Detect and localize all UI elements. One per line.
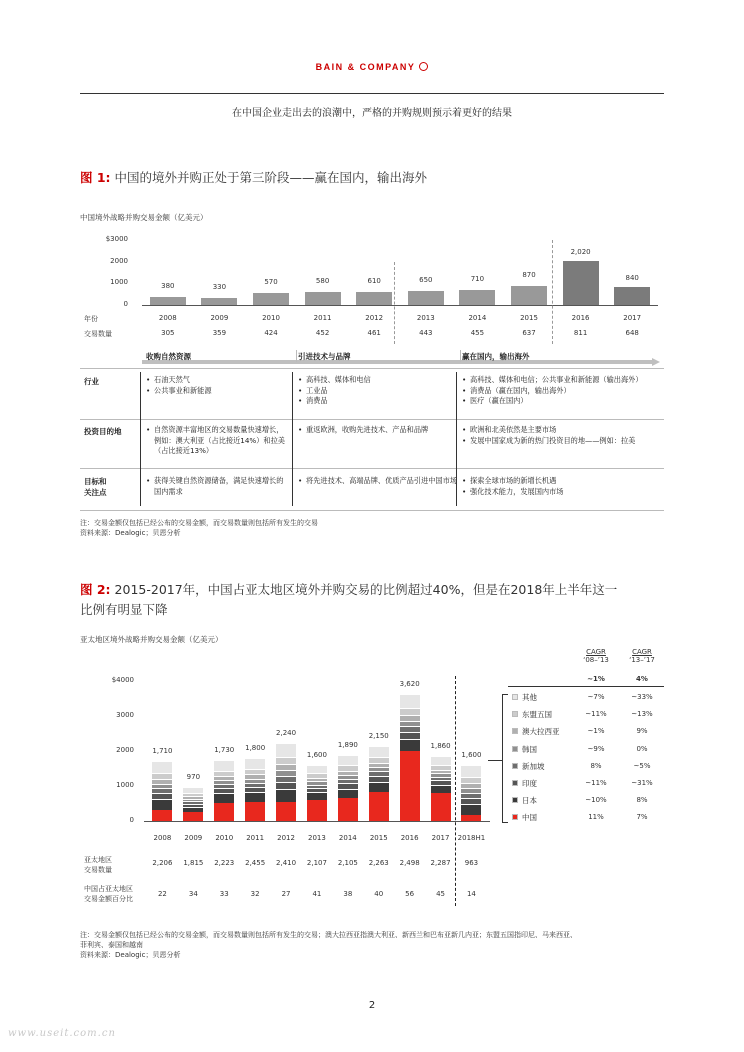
list-item: • 高科技、媒体和电信；公共事业和新能源（输出海外）	[462, 375, 662, 386]
bar-segment	[307, 781, 327, 784]
bar-segment	[461, 765, 481, 777]
deal-count: 2,263	[368, 859, 389, 867]
bar-segment	[214, 784, 234, 788]
bar-segment	[307, 778, 327, 782]
cagr-total-1: ~1%	[587, 675, 605, 683]
bar-segment	[214, 771, 234, 777]
list-item: • 自然资源丰富地区的交易数量快速增长，例如：澳大利亚（占比接近14%）和拉美（占比接近13%）	[146, 425, 288, 457]
bar-segment	[431, 770, 451, 774]
x-tick-label: 2013	[308, 834, 326, 842]
list-item: • 欧洲和北美依然是主要市场	[462, 425, 652, 436]
figure2-note-line1: 注：交易金额仅包括已经公布的交易金额，而交易数量则包括所有发生的交易；澳大拉西亚指澳大利亚、新西兰和巴布亚新几内亚；东盟五国指印尼、马来西亚、	[80, 931, 577, 939]
bar-segment	[369, 757, 389, 763]
figure2-share-label-1: 中国占亚太地区	[84, 885, 133, 893]
deal-count: 461	[367, 329, 381, 337]
bar-total-label: 3,620	[399, 680, 420, 689]
bar-segment	[338, 775, 358, 779]
bar-segment	[338, 789, 358, 799]
bar-segment	[338, 783, 358, 788]
x-tick-label: 2009	[184, 834, 203, 842]
x-tick-label: 2018H1	[457, 834, 486, 842]
legend-bracket-v	[502, 694, 503, 822]
x-tick-label: 2017	[431, 834, 450, 842]
bar-segment	[338, 755, 358, 765]
bar-segment-china	[431, 793, 451, 821]
legend-cagr2: 0%	[636, 744, 648, 753]
legend-cagr1: ~10%	[585, 796, 607, 805]
legend-cagr1: 11%	[588, 813, 604, 822]
legend-cagr2: 8%	[636, 796, 648, 805]
deal-count: 359	[212, 329, 227, 337]
y-tick-label: $3000	[105, 235, 128, 243]
bar-segment	[338, 765, 358, 771]
deal-count: 424	[264, 329, 278, 337]
bar-value-label: 610	[367, 276, 381, 285]
legend-cagr1: ~11%	[585, 779, 607, 787]
deal-count: 2,455	[245, 859, 266, 867]
bar-segment	[338, 779, 358, 783]
y-tick-label: 0	[129, 816, 134, 824]
bar-segment-china	[183, 812, 203, 821]
y-tick-label: 2000	[116, 746, 134, 754]
legend-label: 印度	[522, 779, 537, 788]
bar-segment	[214, 780, 234, 784]
deal-count: 2,105	[337, 859, 358, 867]
legend-cagr2: 9%	[636, 727, 648, 736]
figure2-count-label-1: 亚太地区	[84, 856, 112, 864]
bar-segment	[152, 788, 172, 793]
bar-segment	[461, 777, 481, 783]
cagr-head-2: CAGR	[632, 648, 652, 656]
bar-value-label: 330	[212, 282, 227, 291]
x-tick-label: 2008	[153, 834, 172, 842]
phase-3-title: 赢在国内，输出海外	[462, 352, 530, 361]
x-tick-label: 2014	[338, 834, 357, 842]
x-tick-label: 2013	[416, 314, 435, 322]
legend-swatch	[512, 694, 518, 700]
bar-value-label: 650	[419, 275, 433, 284]
cagr-total-2: 4%	[636, 675, 648, 683]
x-tick-label: 2016	[400, 834, 419, 842]
china-share: 41	[312, 890, 322, 898]
bar-total-label: 1,600	[461, 751, 482, 759]
legend-label: 中国	[522, 813, 537, 823]
bar-total-label: 1,600	[306, 751, 327, 759]
china-share: 45	[436, 890, 445, 898]
china-share: 56	[405, 890, 415, 898]
list-item: • 石油天然气	[146, 375, 288, 386]
legend-cagr1: ~11%	[585, 710, 607, 719]
bar-segment-china	[245, 802, 265, 821]
bar-total-label: 1,710	[152, 747, 173, 756]
legend-bracket-h	[488, 760, 502, 761]
list-item: • 公共事业和新能源	[146, 386, 288, 397]
list-item: • 医疗（赢在国内）	[462, 396, 662, 407]
x-axis-line	[144, 821, 490, 822]
deal-count: 1,815	[183, 859, 204, 867]
legend-swatch	[512, 728, 518, 734]
y-tick-label: 0	[123, 300, 128, 308]
figure2-title-line1: 2015-2017年，中国占亚太地区境外并购交易的比例超过40%，但是在2018年上半年这一	[114, 582, 618, 597]
figure2-source: 资料来源：Dealogic；贝恩分析	[80, 951, 181, 959]
y-tick-label: 3000	[116, 711, 134, 719]
china-share: 27	[281, 890, 291, 898]
list-item: • 工业品	[298, 386, 448, 397]
deal-count: 811	[573, 329, 588, 337]
bar-segment	[245, 758, 265, 769]
deal-count: 648	[625, 329, 639, 337]
x-tick-label: 2012	[277, 834, 295, 842]
cagr-period-1: ‘08–’13	[583, 656, 609, 664]
china-share: 14	[466, 890, 476, 898]
china-share: 32	[250, 890, 260, 898]
cagr-head-1: CAGR	[586, 648, 606, 656]
deal-count: 2,107	[306, 859, 327, 867]
bar-segment	[307, 773, 327, 778]
legend-cagr1: ~1%	[587, 727, 605, 736]
x-tick-label: 2014	[468, 314, 487, 322]
bar-value-label: 580	[315, 277, 330, 286]
deal-count: 2,223	[214, 859, 235, 867]
bar-segment	[276, 789, 296, 802]
legend-bracket-bottom	[502, 822, 508, 823]
bar-segment	[461, 783, 481, 788]
bar-segment	[307, 788, 327, 792]
bar-segment	[214, 760, 234, 770]
x-tick-label: 2015	[520, 314, 538, 322]
bar-segment	[214, 788, 234, 793]
bar-segment	[369, 782, 389, 792]
deal-count: 305	[161, 329, 175, 337]
legend-label: 日本	[522, 796, 537, 806]
figure1-chart-label: 中国境外战略并购交易金额（亿美元）	[80, 213, 208, 222]
bar-total-label: 1,730	[214, 746, 235, 755]
bar-segment	[245, 779, 265, 783]
bar-segment	[183, 796, 203, 799]
page-subtitle: 在中国企业走出去的浪潮中，严格的并购规则预示着更好的结果	[232, 108, 512, 119]
bar-segment	[400, 726, 420, 732]
bar-segment	[369, 771, 389, 776]
x-tick-label: 2010	[215, 834, 234, 842]
list-item: • 消费品（赢在国内，输出海外）	[462, 386, 662, 397]
legend-cagr1: ~9%	[587, 744, 605, 753]
bar-segment-china	[400, 751, 420, 821]
legend-swatch	[512, 711, 518, 717]
bar-segment-china	[369, 792, 389, 821]
y-tick-label: $4000	[111, 676, 134, 684]
h1-divider	[455, 676, 456, 906]
bar-segment	[245, 769, 265, 775]
deal-count: 443	[419, 329, 433, 337]
deal-count: 637	[522, 329, 536, 337]
china-share: 22	[157, 890, 167, 898]
bar-segment	[400, 694, 420, 708]
china-share: 38	[343, 890, 353, 898]
figure2-number: 图 2:	[80, 582, 111, 597]
bar-segment	[152, 799, 172, 810]
bar-value-label: 380	[161, 281, 175, 290]
legend-cagr2: ~31%	[631, 779, 653, 787]
legend-cagr1: ~7%	[587, 693, 605, 701]
bar-segment	[183, 793, 203, 796]
figure2-count-label	[84, 855, 112, 875]
bar-segment	[245, 787, 265, 792]
bar-segment	[369, 776, 389, 782]
china-share: 40	[374, 890, 384, 898]
figure1-count-label: 交易数量	[84, 330, 112, 338]
phase-1-title: 收购自然资源	[146, 352, 191, 361]
bar-value-label: 840	[625, 273, 639, 282]
figure1-title-text: 中国的境外并购正处于第三阶段——赢在国内，输出海外	[114, 170, 428, 185]
bar-segment-china	[214, 803, 234, 821]
bar-segment	[431, 773, 451, 776]
phase-2-title: 引进技术与品牌	[298, 352, 351, 361]
figure1-number: 图 1:	[80, 170, 111, 185]
bar-segment	[183, 799, 203, 801]
legend-swatch	[512, 763, 518, 769]
legend-swatch	[512, 814, 518, 820]
bar-segment	[152, 761, 172, 773]
figure2-count-label-2: 交易数量	[84, 866, 112, 874]
bar-segment	[214, 793, 234, 802]
bar-segment	[431, 765, 451, 770]
figure1-year-label: 年份	[84, 315, 98, 323]
x-tick-label: 2010	[262, 314, 280, 322]
legend-cagr2: ~33%	[631, 693, 653, 701]
list-item: • 发展中国家成为新的热门投资目的地——例如：拉美	[462, 436, 652, 447]
x-tick-label: 2009	[210, 314, 229, 322]
bar-segment	[276, 782, 296, 789]
list-item: • 获得关键自然资源储备，满足快速增长的国内需求	[146, 476, 288, 497]
deal-count: 2,206	[152, 859, 173, 867]
list-item: • 强化技术能力，发展国内市场	[462, 487, 652, 498]
bar-segment	[276, 770, 296, 775]
bar-segment	[245, 774, 265, 778]
deal-count: 2,498	[399, 859, 420, 867]
bar-segment	[369, 763, 389, 768]
bar-segment	[431, 785, 451, 793]
brand-name: BAIN & COMPANY	[315, 62, 416, 72]
bar-segment-china	[307, 800, 327, 821]
bar-total-label: 2,150	[368, 731, 389, 740]
legend-cagr2: ~5%	[633, 761, 651, 770]
x-tick-label: 2012	[365, 314, 384, 322]
list-item: • 探索全球市场的新增长机遇	[462, 476, 652, 487]
list-item: • 消费品	[298, 396, 448, 407]
bar-segment	[307, 785, 327, 789]
x-tick-label: 2008	[158, 314, 177, 322]
figure2-share-label-2: 交易金额百分比	[84, 895, 133, 903]
deal-count: 2,410	[276, 859, 297, 867]
bar-segment	[307, 765, 327, 773]
figure2-note-line2: 菲利宾、泰国和越南	[80, 941, 143, 949]
bar-segment-china	[338, 798, 358, 821]
bar-segment	[369, 746, 389, 757]
bar-value-label: 710	[470, 274, 485, 283]
bar-segment-china	[152, 810, 172, 821]
deal-count: 452	[315, 329, 330, 337]
figure2-title-line2: 比例有明显下降	[80, 602, 168, 617]
legend-cagr2: ~13%	[631, 710, 653, 719]
bar-total-label: 970	[186, 773, 201, 782]
bar-segment	[461, 798, 481, 804]
china-share: 33	[219, 890, 229, 898]
row-label-goals-line1: 目标和	[84, 477, 107, 486]
legend-bracket-top	[502, 694, 508, 695]
bar-total-label: 1,800	[245, 744, 266, 752]
bar-segment	[431, 780, 451, 784]
bar-segment-china	[276, 802, 296, 821]
y-tick-label: 1000	[110, 278, 128, 287]
legend-swatch	[512, 780, 518, 786]
y-tick-label: 2000	[110, 256, 128, 265]
bar-segment	[307, 792, 327, 800]
legend-cagr1: 8%	[590, 761, 602, 770]
bar-value-label: 2,020	[570, 248, 591, 257]
bar-value-label: 870	[522, 271, 536, 280]
legend-label: 澳大拉西亚	[522, 727, 560, 737]
bar-segment	[276, 776, 296, 782]
figure1-note: 注：交易金额仅包括已经公布的交易金额，而交易数量则包括所有发生的交易	[80, 519, 318, 527]
bar-segment	[369, 767, 389, 771]
legend-swatch	[512, 746, 518, 752]
china-share: 34	[188, 890, 198, 898]
bar-segment	[183, 787, 203, 793]
figure2-share-label	[84, 884, 133, 904]
figure1-source: 资料来源：Dealogic；贝恩分析	[80, 529, 181, 537]
bar-segment	[400, 721, 420, 726]
figure2-chart-label: 亚太地区境外战略并购交易金额（亿美元）	[80, 635, 223, 644]
bar-segment	[400, 715, 420, 721]
bar-segment	[214, 776, 234, 780]
y-tick-label: 1000	[116, 781, 134, 789]
bar-segment	[400, 708, 420, 715]
bar-segment	[245, 792, 265, 802]
bar-total-label: 1,860	[430, 741, 451, 750]
page-number: 2	[368, 1000, 376, 1011]
bar-segment	[338, 771, 358, 775]
bar-segment	[245, 783, 265, 787]
figure2-note	[80, 930, 670, 960]
row-label-destination: 投资目的地	[84, 427, 122, 436]
list-item: • 将先进技术、高端品牌、优质产品引进中国市场	[298, 476, 460, 487]
legend-label: 其他	[522, 693, 537, 702]
deal-count: 455	[470, 329, 485, 337]
x-tick-label: 2015	[369, 834, 388, 842]
bar-total-label: 2,240	[276, 728, 297, 737]
bar-segment	[400, 732, 420, 739]
legend-cagr2: 7%	[636, 813, 648, 822]
legend-label: 韩国	[522, 744, 537, 754]
bar-segment	[183, 801, 203, 804]
bar-segment	[431, 777, 451, 781]
x-tick-label: 2011	[313, 314, 332, 322]
row-label-industry: 行业	[84, 377, 99, 386]
bar-segment	[276, 764, 296, 770]
bar-value-label: 570	[264, 277, 278, 286]
row-label-goals-line2: 关注点	[84, 488, 107, 497]
bar-segment	[152, 793, 172, 799]
cagr-period-2: ‘13–’17	[629, 656, 655, 664]
bar-segment	[183, 807, 203, 813]
bar-segment	[461, 788, 481, 792]
deal-count: 2,287	[430, 859, 451, 867]
bar-segment	[461, 804, 481, 815]
list-item: • 高科技、媒体和电信	[298, 375, 448, 386]
legend-label: 东盟五国	[522, 710, 552, 720]
list-item: • 重返欧洲，收购先进技术、产品和品牌	[298, 425, 458, 436]
bar-total-label: 1,890	[337, 740, 358, 749]
bar-segment-china	[461, 815, 481, 821]
bar-segment	[183, 804, 203, 807]
bar-segment	[152, 784, 172, 788]
deal-count: 963	[464, 859, 479, 867]
legend-swatch	[512, 797, 518, 803]
x-tick-label: 2011	[246, 834, 265, 842]
x-tick-label: 2017	[623, 314, 642, 322]
watermark: www.useit.com.cn	[8, 1028, 116, 1039]
legend-label: 新加坡	[522, 761, 545, 771]
bar-segment	[461, 793, 481, 798]
x-tick-label: 2016	[571, 314, 590, 322]
